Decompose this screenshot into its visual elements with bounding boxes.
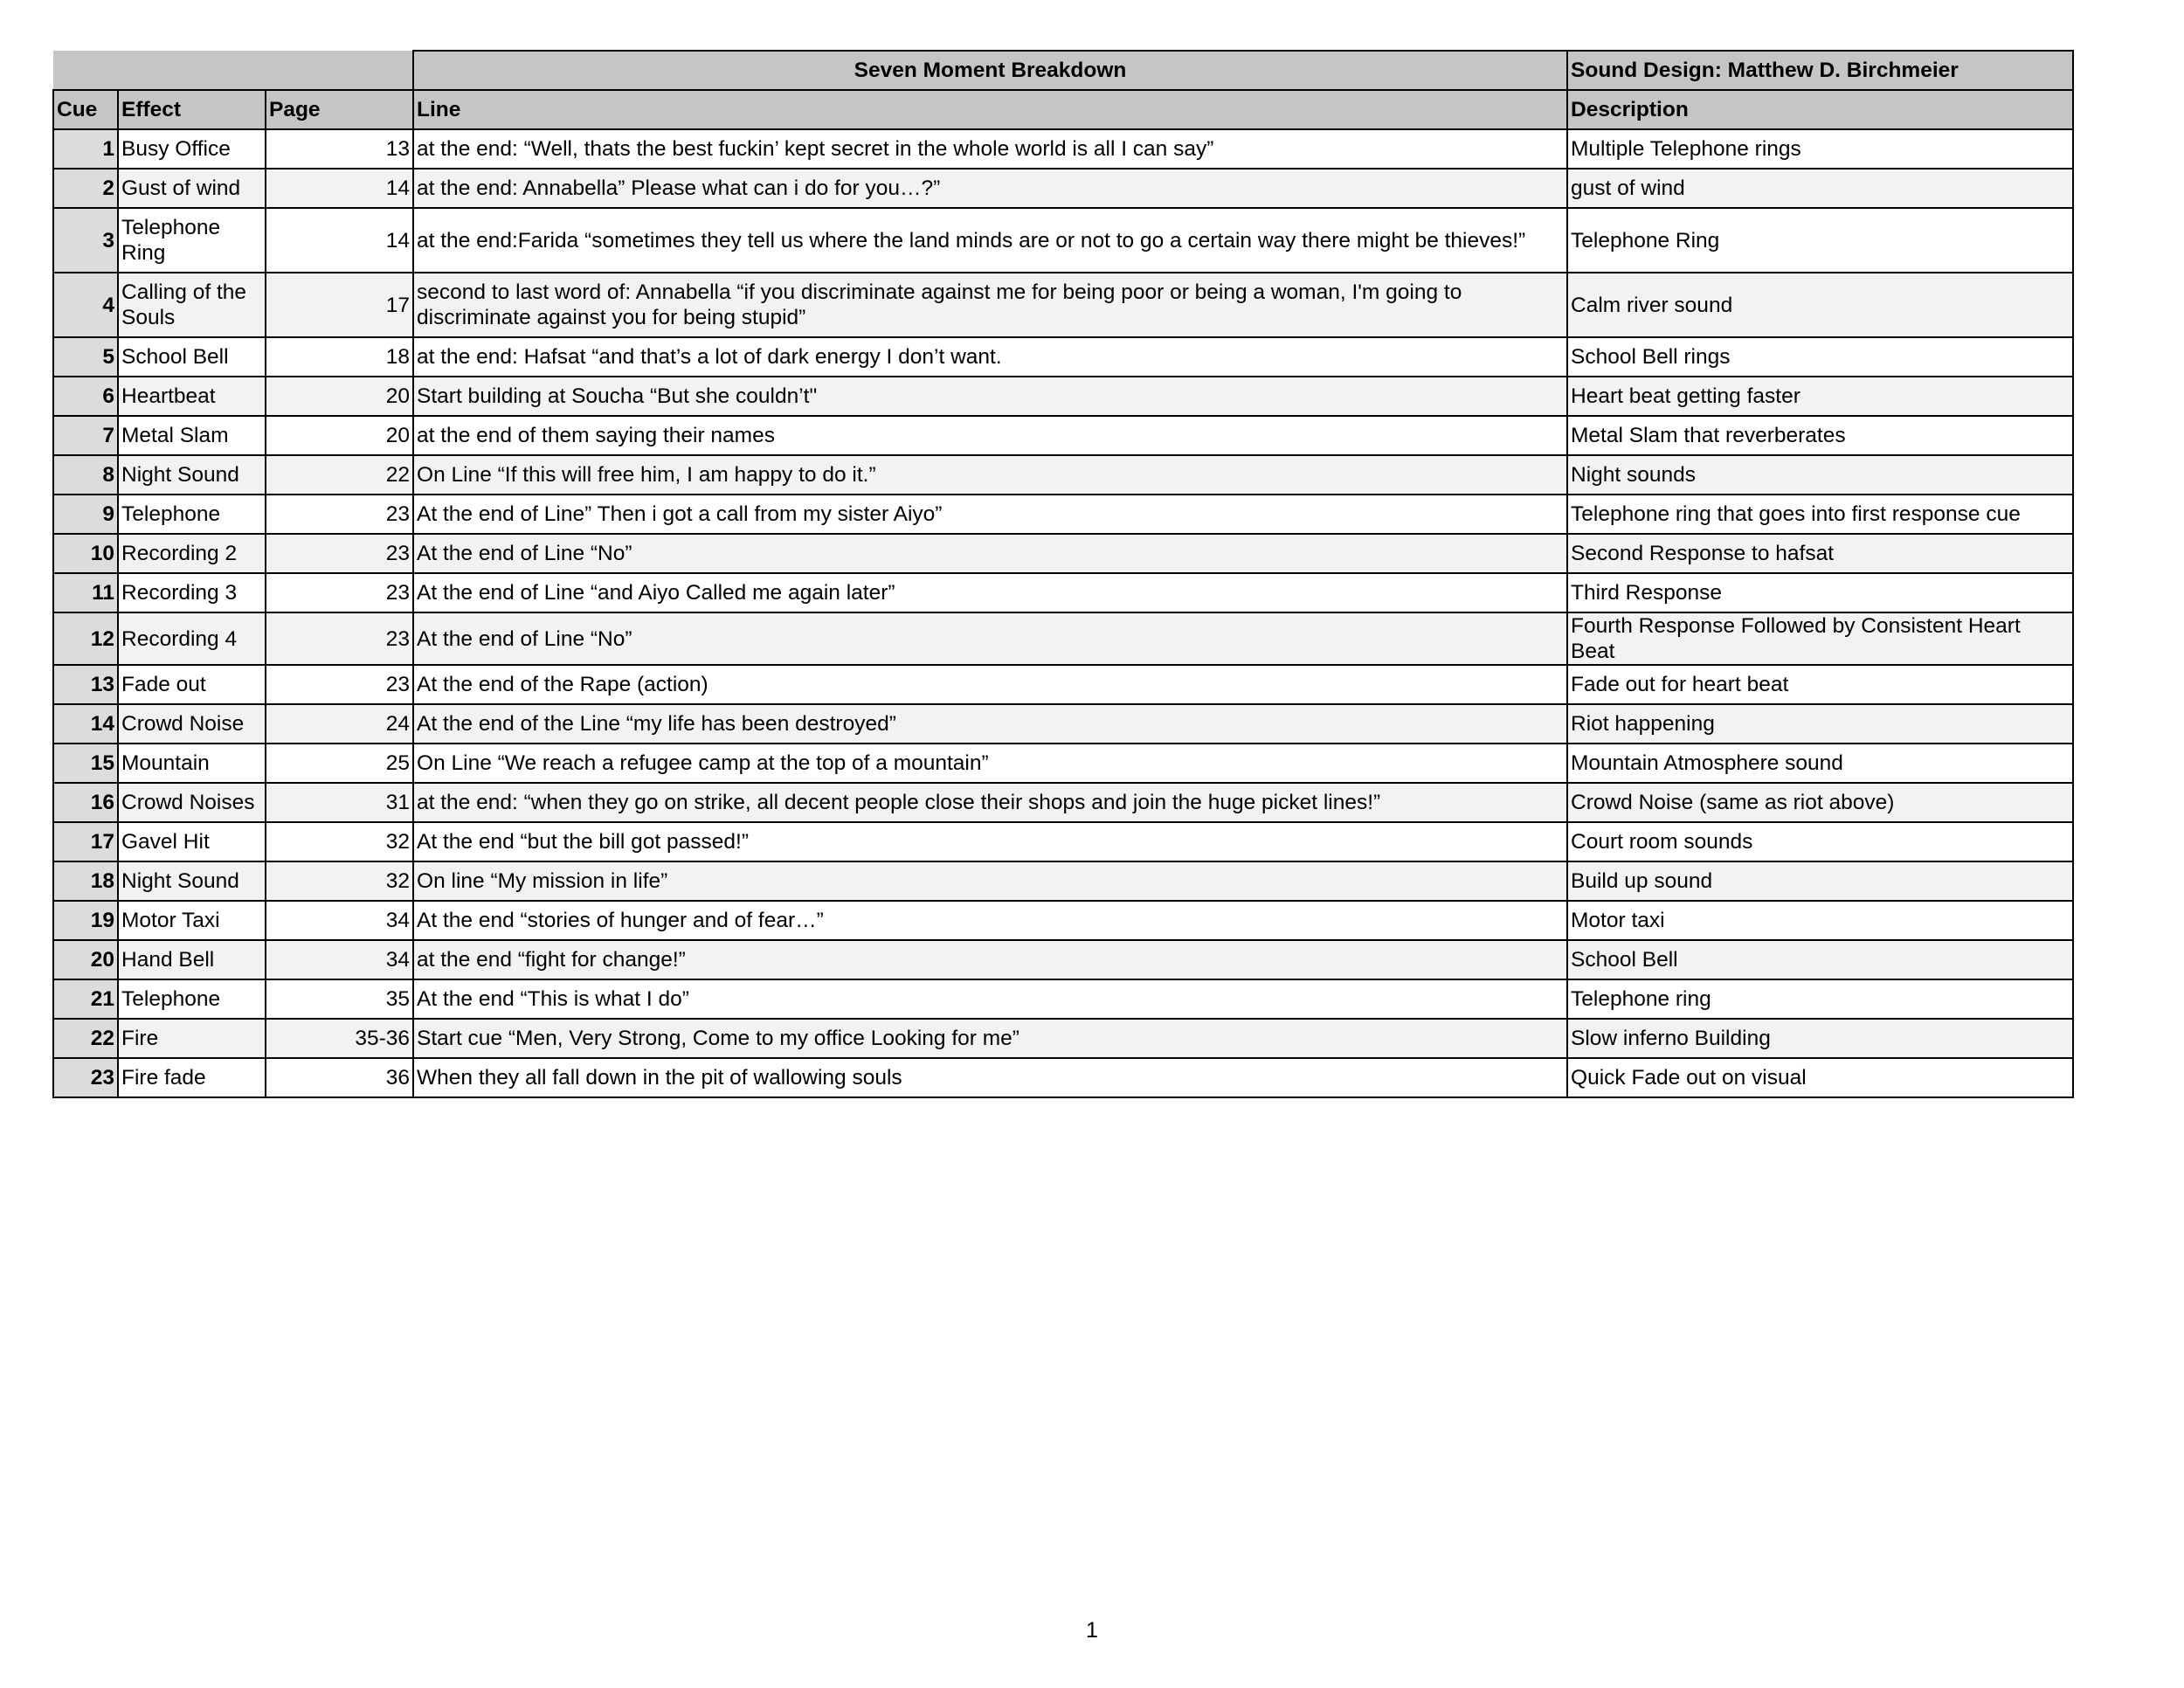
page-cell: 32 [266, 822, 413, 861]
line-cell: at the end of them saying their names [413, 416, 1567, 455]
page-cell: 14 [266, 169, 413, 208]
table-row [53, 704, 2073, 744]
column-header-effect: Effect [118, 90, 266, 129]
effect-cell: Heartbeat [118, 377, 266, 416]
page-cell: 17 [266, 273, 413, 337]
description-cell: Quick Fade out on visual [1567, 1058, 2073, 1097]
effect-cell: Recording 2 [118, 534, 266, 573]
effect-cell: Motor Taxi [118, 901, 266, 940]
effect-cell: Fade out [118, 665, 266, 704]
page-cell: 20 [266, 416, 413, 455]
line-cell: On Line “If this will free him, I am happy to do it.” [413, 455, 1567, 495]
effect-cell: School Bell [118, 337, 266, 377]
line-cell: at the end: Hafsat “and that’s a lot of dark energy I don’t want. [413, 337, 1567, 377]
cue-cell: 16 [53, 783, 118, 822]
page-cell: 22 [266, 455, 413, 495]
effect-cell: Recording 4 [118, 612, 266, 665]
description-cell: Third Response [1567, 573, 2073, 612]
sound-cue-table [52, 50, 2074, 1098]
column-header-description: Description [1567, 90, 2073, 129]
effect-cell: Telephone Ring [118, 208, 266, 273]
cue-cell: 21 [53, 979, 118, 1019]
cue-cell: 14 [53, 704, 118, 744]
effect-cell: Fire [118, 1019, 266, 1058]
page-cell: 23 [266, 573, 413, 612]
description-cell: Night sounds [1567, 455, 2073, 495]
cue-cell: 10 [53, 534, 118, 573]
cue-cell: 6 [53, 377, 118, 416]
description-cell: Heart beat getting faster [1567, 377, 2073, 416]
description-cell: Multiple Telephone rings [1567, 129, 2073, 169]
page-cell: 35 [266, 979, 413, 1019]
column-header-row [53, 90, 2073, 129]
cue-cell: 7 [53, 416, 118, 455]
description-cell: Telephone ring [1567, 979, 2073, 1019]
table-row [53, 901, 2073, 940]
line-cell: On Line “We reach a refugee camp at the top of a mountain” [413, 744, 1567, 783]
page-cell: 31 [266, 783, 413, 822]
table-row [53, 940, 2073, 979]
title-blank-cell [53, 51, 413, 90]
effect-cell: Hand Bell [118, 940, 266, 979]
table-row [53, 337, 2073, 377]
line-cell: second to last word of: Annabella “if you discriminate against me for being poor or being a woman, I'm going to discriminate against you for being stupid” [413, 273, 1567, 337]
table-row [53, 783, 2073, 822]
effect-cell: Telephone [118, 495, 266, 534]
table-row [53, 665, 2073, 704]
cue-cell: 18 [53, 861, 118, 901]
table-row [53, 573, 2073, 612]
table-row [53, 861, 2073, 901]
table-row [53, 612, 2073, 665]
line-cell: At the end of the Rape (action) [413, 665, 1567, 704]
effect-cell: Night Sound [118, 861, 266, 901]
column-header-line: Line [413, 90, 1567, 129]
page-cell: 25 [266, 744, 413, 783]
effect-cell: Fire fade [118, 1058, 266, 1097]
description-cell: gust of wind [1567, 169, 2073, 208]
table-row [53, 979, 2073, 1019]
page-cell: 34 [266, 940, 413, 979]
description-cell: Metal Slam that reverberates [1567, 416, 2073, 455]
cue-cell: 4 [53, 273, 118, 337]
line-cell: at the end “fight for change!” [413, 940, 1567, 979]
effect-cell: Crowd Noise [118, 704, 266, 744]
description-cell: Fourth Response Followed by Consistent Heart Beat [1567, 612, 2073, 665]
table-row [53, 129, 2073, 169]
line-cell: at the end: “when they go on strike, all decent people close their shops and join the huge picket lines!” [413, 783, 1567, 822]
line-cell: At the end of Line “No” [413, 534, 1567, 573]
line-cell: at the end: “Well, thats the best fuckin’ kept secret in the whole world is all I can say” [413, 129, 1567, 169]
cue-cell: 5 [53, 337, 118, 377]
line-cell: At the end of the Line “my life has been destroyed” [413, 704, 1567, 744]
cue-cell: 11 [53, 573, 118, 612]
description-cell: Riot happening [1567, 704, 2073, 744]
line-cell: Start cue “Men, Very Strong, Come to my office Looking for me” [413, 1019, 1567, 1058]
page-cell: 18 [266, 337, 413, 377]
table-row [53, 416, 2073, 455]
page-cell: 23 [266, 612, 413, 665]
line-cell: at the end:Farida “sometimes they tell us where the land minds are or not to go a certain way there might be thieves!” [413, 208, 1567, 273]
line-cell: At the end “but the bill got passed!” [413, 822, 1567, 861]
line-cell: At the end “This is what I do” [413, 979, 1567, 1019]
page-cell: 20 [266, 377, 413, 416]
page-cell: 32 [266, 861, 413, 901]
cue-cell: 12 [53, 612, 118, 665]
effect-cell: Crowd Noises [118, 783, 266, 822]
table-row [53, 495, 2073, 534]
page-cell: 14 [266, 208, 413, 273]
description-cell: Second Response to hafsat [1567, 534, 2073, 573]
description-cell: Motor taxi [1567, 901, 2073, 940]
description-cell: School Bell [1567, 940, 2073, 979]
cue-cell: 9 [53, 495, 118, 534]
column-header-page: Page [266, 90, 413, 129]
line-cell: at the end: Annabella” Please what can i do for you…?” [413, 169, 1567, 208]
page-number: 1 [1086, 1618, 1098, 1643]
table-row [53, 744, 2073, 783]
effect-cell: Mountain [118, 744, 266, 783]
cue-cell: 19 [53, 901, 118, 940]
description-cell: Fade out for heart beat [1567, 665, 2073, 704]
column-header-cue: Cue [53, 90, 118, 129]
table-row [53, 273, 2073, 337]
effect-cell: Gust of wind [118, 169, 266, 208]
description-cell: Build up sound [1567, 861, 2073, 901]
line-cell: On line “My mission in life” [413, 861, 1567, 901]
description-cell: Calm river sound [1567, 273, 2073, 337]
table-title: Seven Moment Breakdown [413, 51, 1567, 90]
page-cell: 34 [266, 901, 413, 940]
cue-cell: 22 [53, 1019, 118, 1058]
cue-cell: 17 [53, 822, 118, 861]
cue-cell: 15 [53, 744, 118, 783]
effect-cell: Recording 3 [118, 573, 266, 612]
table-row [53, 1058, 2073, 1097]
cue-cell: 23 [53, 1058, 118, 1097]
page-cell: 23 [266, 534, 413, 573]
table-row [53, 455, 2073, 495]
description-cell: Telephone ring that goes into first response cue [1567, 495, 2073, 534]
line-cell: At the end of Line “and Aiyo Called me again later” [413, 573, 1567, 612]
table-row [53, 534, 2073, 573]
effect-cell: Night Sound [118, 455, 266, 495]
table-row [53, 208, 2073, 273]
table-title-row [53, 51, 2073, 90]
line-cell: At the end of Line” Then i got a call from my sister Aiyo” [413, 495, 1567, 534]
cue-cell: 8 [53, 455, 118, 495]
description-cell: Slow inferno Building [1567, 1019, 2073, 1058]
table-row [53, 169, 2073, 208]
description-cell: Telephone Ring [1567, 208, 2073, 273]
effect-cell: Metal Slam [118, 416, 266, 455]
description-cell: Crowd Noise (same as riot above) [1567, 783, 2073, 822]
description-cell: Court room sounds [1567, 822, 2073, 861]
effect-cell: Calling of the Souls [118, 273, 266, 337]
cue-cell: 2 [53, 169, 118, 208]
cue-cell: 20 [53, 940, 118, 979]
page-cell: 35-36 [266, 1019, 413, 1058]
line-cell: At the end “stories of hunger and of fear…” [413, 901, 1567, 940]
cue-cell: 13 [53, 665, 118, 704]
cue-cell: 3 [53, 208, 118, 273]
effect-cell: Gavel Hit [118, 822, 266, 861]
effect-cell: Busy Office [118, 129, 266, 169]
page-cell: 36 [266, 1058, 413, 1097]
table-row [53, 822, 2073, 861]
description-cell: School Bell rings [1567, 337, 2073, 377]
description-cell: Mountain Atmosphere sound [1567, 744, 2073, 783]
line-cell: At the end of Line “No” [413, 612, 1567, 665]
table-row [53, 1019, 2073, 1058]
effect-cell: Telephone [118, 979, 266, 1019]
page-cell: 23 [266, 665, 413, 704]
table-row [53, 377, 2073, 416]
page-cell: 24 [266, 704, 413, 744]
line-cell: When they all fall down in the pit of wallowing souls [413, 1058, 1567, 1097]
sound-design-credit: Sound Design: Matthew D. Birchmeier [1567, 51, 2073, 90]
page-cell: 23 [266, 495, 413, 534]
line-cell: Start building at Soucha “But she couldn’t" [413, 377, 1567, 416]
page-cell: 13 [266, 129, 413, 169]
cue-cell: 1 [53, 129, 118, 169]
